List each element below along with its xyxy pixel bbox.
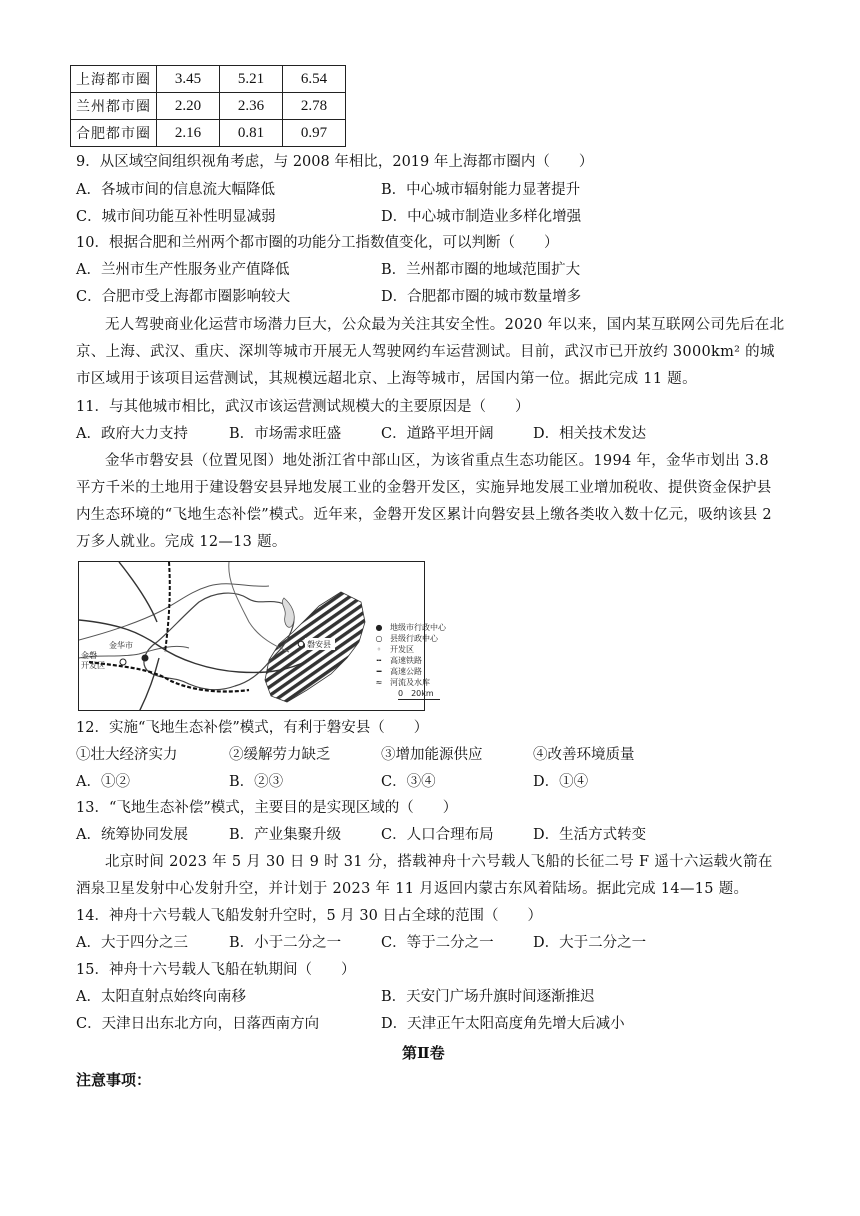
map-scale: 0 20km — [398, 688, 440, 700]
question-11-stem: 11．与其他城市相比，武汉市该运营测试规模大的主要原因是（ ） — [76, 399, 530, 415]
zone-dot-icon: ◦ — [376, 645, 382, 654]
division-index-table — [70, 65, 346, 147]
question-9-option-b: B．中心城市辐射能力显著提升 — [381, 182, 581, 198]
question-13-option-c: C．人口合理布局 — [381, 827, 494, 843]
table-cell: 6.54 — [283, 66, 346, 93]
table-cell: 2.20 — [157, 93, 220, 120]
question-10-option-d: D．合肥都市圈的城市数量增多 — [381, 289, 582, 305]
question-10-stem: 10．根据合肥和兰州两个都市圈的功能分工指数值变化，可以判断（ ） — [76, 235, 559, 251]
question-15-option-a: A．太阳直射点始终向南移 — [76, 989, 246, 1005]
question-9-option-c: C．城市间功能互补性明显减弱 — [76, 209, 276, 225]
question-13-option-b: B．产业集聚升级 — [229, 827, 342, 843]
question-9-option-a: A．各城市间的信息流大幅降低 — [76, 182, 275, 198]
question-15-option-d: D．天津正午太阳高度角先增大后减小 — [381, 1016, 625, 1032]
city-dot-icon: ● — [375, 623, 383, 632]
high-speed-rail — [89, 662, 249, 692]
river-icon: ≈ — [375, 678, 383, 687]
question-12-statement-2: ②缓解劳力缺乏 — [229, 747, 331, 763]
question-12-stem: 12．实施“飞地生态补偿”模式，有利于磐安县（ ） — [76, 720, 429, 736]
table-cell: 2.16 — [157, 120, 220, 147]
map-label-kaifa-2: 开发区 — [81, 661, 105, 670]
table-row — [71, 66, 346, 93]
passage-12: 金华市磐安县（位置见图）地处浙江省中部山区，为该省重点生态功能区。1994 年，金华市划出 3.8 平方千米的土地用于建设磐安县异地发展工业的金磐开发区，实施异地发展工业增加税收、提供资金保护县内生态环境的“飞地生态补偿”模式。近年来，金磐开发区累计向磐安县上缴各类收入数十亿元，吸纳该县 2 万多人就业。完成 12—13 题。 — [76, 453, 772, 550]
table-row — [71, 120, 346, 147]
reservoir — [282, 598, 294, 627]
question-10-option-b: B．兰州都市圈的地域范围扩大 — [381, 262, 581, 278]
table-cell: 2.36 — [220, 93, 283, 120]
legend-item: ◦ 开发区 — [372, 644, 446, 655]
table-cell: 兰州都市圈 — [71, 93, 157, 120]
question-15-option-c: C．天津日出东北方向，日落西南方向 — [76, 1016, 320, 1032]
question-14-option-b: B．小于二分之一 — [229, 935, 342, 951]
jinhua-city-marker — [142, 655, 149, 662]
question-15-option-b: B．天安门广场升旗时间逐渐推迟 — [381, 989, 595, 1005]
question-12-option-d: D．①④ — [533, 774, 589, 790]
table-cell: 0.81 — [220, 120, 283, 147]
table-cell: 0.97 — [283, 120, 346, 147]
rail-line-icon: ╍ — [376, 656, 382, 665]
question-10-option-c: C．合肥市受上海都市圈影响较大 — [76, 289, 291, 305]
question-13-option-d: D．生活方式转变 — [533, 827, 647, 843]
jinpan-zone-marker — [120, 659, 126, 665]
question-11-option-a: A．政府大力支持 — [76, 426, 188, 442]
passage-14: 北京时间 2023 年 5 月 30 日 9 时 31 分，搭载神舟十六号载人飞船的长征二号 F 遥十六运载火箭在酒泉卫星发射中心发射升空，并计划于 2023 年 11 月返回内蒙古东风着陆场。据此完成 14—15 题。 — [76, 854, 773, 897]
map-label-kaifa-1: 金磐 — [81, 651, 97, 660]
question-14-option-c: C．等于二分之一 — [381, 935, 494, 951]
question-12-option-c: C．③④ — [381, 774, 436, 790]
legend-item: ━ 高速公路 — [372, 666, 446, 677]
legend-item: ● 地级市行政中心 — [372, 622, 446, 633]
question-9-option-d: D．中心城市制造业多样化增强 — [381, 209, 582, 225]
legend-item: ○ 县级行政中心 — [372, 633, 446, 644]
passage-11: 无人驾驶商业化运营市场潜力巨大，公众最为关注其安全性。2020 年以来，国内某互联网公司先后在北京、上海、武汉、重庆、深圳等城市开展无人驾驶网约车运营测试。目前，武汉市已开放约 3000km² 的城市区域用于该项目运营测试，其规模远超北京、上海等城市，居国内第一位。据此完成 11 题。 — [76, 317, 785, 387]
map-legend — [372, 622, 446, 700]
question-9-stem: 9．从区域空间组织视角考虑，与 2008 年相比，2019 年上海都市圈内（ ） — [76, 154, 594, 170]
county-dot-icon: ○ — [375, 634, 383, 643]
expressway — [119, 562, 157, 622]
part-2-heading: 第Ⅱ卷 — [402, 1044, 445, 1062]
table-cell: 2.78 — [283, 93, 346, 120]
legend-item: ≈ 河流及水库 — [372, 677, 446, 688]
river — [229, 562, 289, 652]
map-label-jinhua: 金华市 — [109, 641, 133, 650]
map-label-panan: 磐安县 — [307, 640, 331, 649]
question-11-option-b: B．市场需求旺盛 — [229, 426, 342, 442]
question-13-stem: 13．“飞地生态补偿”模式，主要目的是实现区域的（ ） — [76, 800, 458, 816]
highway-line-icon: ━ — [376, 667, 382, 676]
question-11-option-d: D．相关技术发达 — [533, 426, 647, 442]
table-row — [71, 93, 346, 120]
question-12-statement-1: ①壮大经济实力 — [76, 747, 178, 763]
notice-heading: 注意事项： — [76, 1071, 152, 1089]
river — [79, 584, 269, 640]
question-10-option-a: A．兰州市生产性服务业产值降低 — [76, 262, 290, 278]
question-13-option-a: A．统筹协同发展 — [76, 827, 188, 843]
question-14-option-a: A．大于四分之三 — [76, 935, 188, 951]
question-14-option-d: D．大于二分之一 — [533, 935, 647, 951]
table-cell: 5.21 — [220, 66, 283, 93]
question-12-statement-3: ③增加能源供应 — [381, 747, 483, 763]
question-14-stem: 14．神舟十六号载人飞船发射升空时，5 月 30 日占全球的范围（ ） — [76, 908, 542, 924]
legend-item: ╍ 高速铁路 — [372, 655, 446, 666]
table-cell: 3.45 — [157, 66, 220, 93]
question-15-stem: 15．神舟十六号载人飞船在轨期间（ ） — [76, 962, 356, 978]
expressway — [139, 658, 159, 711]
table-cell: 合肥都市圈 — [71, 120, 157, 147]
question-11-option-c: C．道路平坦开阔 — [381, 426, 494, 442]
question-12-option-b: B．②③ — [229, 774, 284, 790]
question-12-option-a: A．①② — [76, 774, 130, 790]
table-cell: 上海都市圈 — [71, 66, 157, 93]
panan-county-marker — [298, 641, 304, 647]
question-12-statement-4: ④改善环境质量 — [533, 747, 635, 763]
